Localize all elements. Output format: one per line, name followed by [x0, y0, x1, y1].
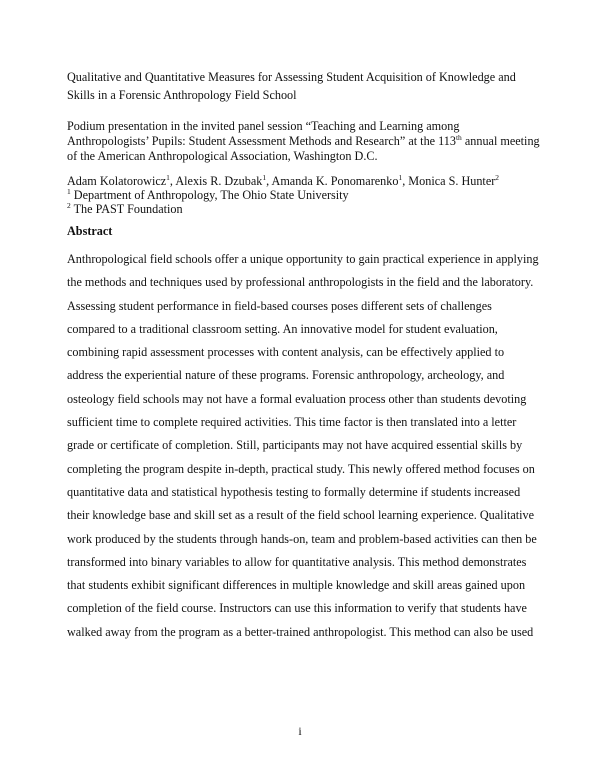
- presentation-line: [67, 134, 547, 149]
- affiliation-marker: 1: [262, 172, 267, 182]
- affiliation-marker: 1: [398, 172, 403, 182]
- title-line: Qualitative and Quantitative Measures for Assessing Student Acquisition of Knowledge and: [67, 70, 516, 84]
- abstract-line: quantitative data and statistical hypothesis testing to formally determine if students increased: [67, 484, 521, 499]
- affiliation-text: The PAST Foundation: [70, 202, 183, 216]
- abstract-line: the methods and techniques used by professional anthropologists in the field and the laboratory.: [67, 275, 534, 290]
- abstract-body: [67, 248, 537, 644]
- affiliation-text: Department of Anthropology, The Ohio State University: [70, 188, 349, 202]
- author-name: , Amanda K. Ponomarenko: [266, 174, 399, 188]
- abstract-line: Anthropological field schools offer a unique opportunity to gain practical experience in applying: [67, 252, 539, 266]
- page-number: i: [298, 724, 302, 738]
- author-block: [67, 174, 547, 216]
- presentation-note: [67, 119, 547, 164]
- abstract-line: transformed into binary variables to allow for quantitative analysis. This method demonstrates: [67, 554, 527, 569]
- affiliation-marker: 1: [67, 186, 71, 196]
- ordinal-suffix: th: [455, 132, 462, 142]
- abstract-line: Assessing student performance in field-based courses poses different sets of challenges: [67, 298, 492, 313]
- abstract-line: compared to a traditional classroom setting. An innovative model for student evaluation,: [67, 321, 498, 336]
- abstract-line: osteology field schools may not have a formal evaluation process other than students devoting: [67, 391, 527, 406]
- abstract-line: grade or certificate of completion. Still, participants may not have acquired essential skills by: [67, 438, 523, 453]
- title-line: Skills in a Forensic Anthropology Field School: [67, 88, 297, 102]
- abstract-line: walked away from the program as a better-trained anthropologist. This method can also be used: [67, 624, 534, 639]
- abstract-line: work produced by the students through hands-on, team and problem-based activities can then be: [67, 531, 537, 546]
- author-name: , Monica S. Hunter: [402, 174, 496, 188]
- abstract-line: completion of the field course. Instructors can use this information to verify that students have: [67, 601, 527, 616]
- presentation-text: annual meeting: [461, 134, 540, 148]
- abstract-line: that students exhibit significant differences in multiple knowledge and skill areas gained upon: [67, 578, 526, 593]
- affiliation: [67, 188, 547, 202]
- presentation-line: of the American Anthropological Association, Washington D.C.: [67, 149, 378, 163]
- abstract-line: address the experiential nature of these programs. Forensic anthropology, archeology, and: [67, 368, 505, 383]
- abstract-line: completing the program despite in-depth, practical study. This newly offered method focuses on: [67, 461, 535, 476]
- paper-title: [67, 68, 537, 104]
- author-name: Adam Kolatorowicz: [67, 174, 167, 188]
- abstract-line: their knowledge base and skill set as a result of the field school learning experience. Qualitative: [67, 508, 535, 523]
- affiliation-marker: 1: [166, 172, 170, 182]
- abstract-line: combining rapid assessment processes with content analysis, can be effectively applied to: [67, 345, 505, 360]
- author-list: [67, 174, 547, 188]
- abstract-line: sufficient time to complete required activities. This time factor is then translated into a letter: [67, 415, 517, 430]
- affiliation-marker: 2: [67, 200, 71, 210]
- presentation-line: Podium presentation in the invited panel session “Teaching and Learning among: [67, 119, 460, 133]
- affiliation: [67, 202, 547, 216]
- affiliation-marker: 2: [495, 172, 500, 182]
- author-name: , Alexis R. Dzubak: [169, 174, 263, 188]
- presentation-text: Anthropologists’ Pupils: Student Assessment Methods and Research” at the 113: [67, 134, 456, 148]
- abstract-heading: Abstract: [67, 224, 113, 238]
